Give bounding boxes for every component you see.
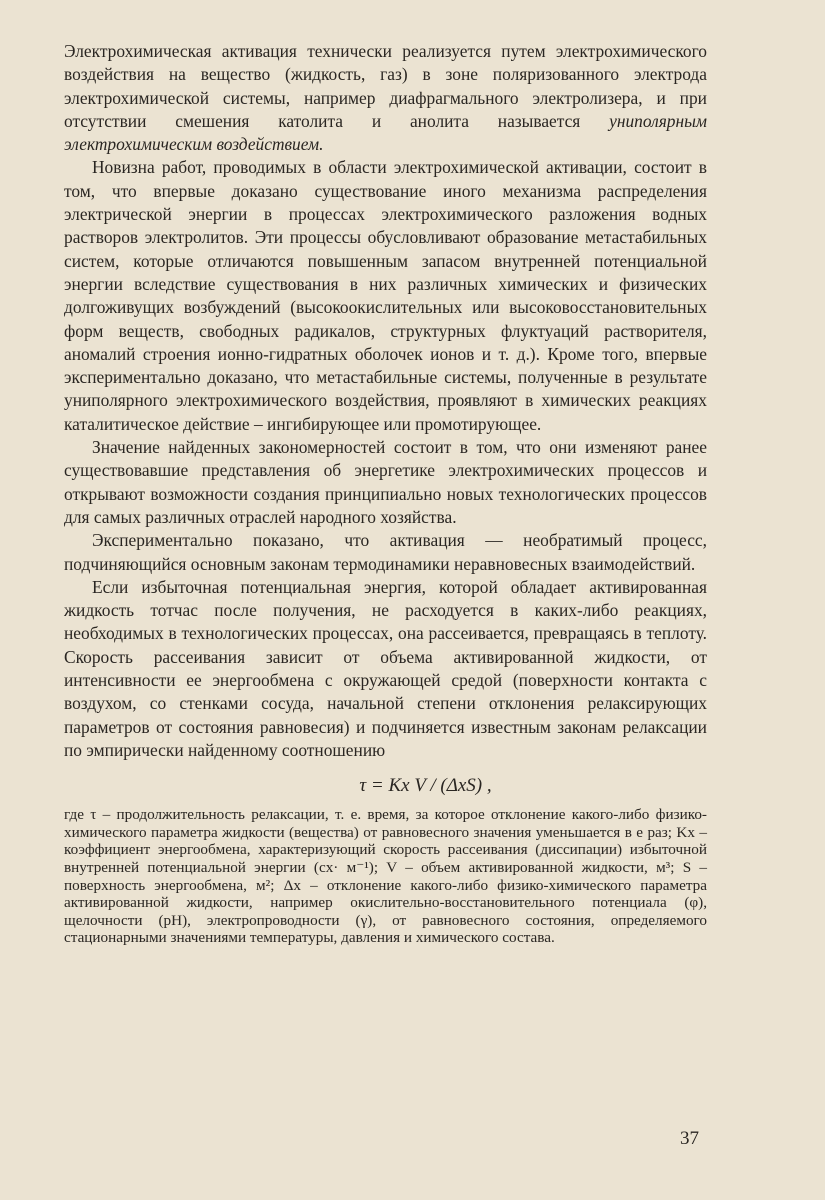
paragraph-2: Новизна работ, проводимых в области электрохимической активации, состоит в том, что впервые доказано существование иного механизма распределения электрической энергии в процессах электрохимического разложения водных растворов электролитов. Эти процессы обусловливают образование метастабильных систем, которые отличаются повышенным запасом внутренней потенциальной энергии вследствие существования в них различных химических и физических долгоживущих возбуждений (высокоокислительных или высоковосстановительных форм веществ, свободных радикалов, структурных флуктуаций растворителя, аномалий строения ионно-гидратных оболочек ионов и т. д.). Кроме того, впервые экспериментально доказано, что метастабильные системы, полученные в результате униполярного электрохимического воздействия, проявляют в химических реакциях каталитическое действие – ингибирующее или промотирующее. — [64, 157, 707, 434]
relaxation-formula: τ = Kx V / (ΔxS) , — [359, 775, 492, 797]
paragraph-1-text: Электрохимическая активация технически реализуется путем электрохимического воздействия на вещество (жидкость, газ) в зоне поляризованного электрода электрохимической системы, например диафрагмального электролизера, и при отсутствии смешения католита и анолита называется — [64, 41, 707, 131]
paragraph-3: Значение найденных закономерностей состоит в том, что они изменяют ранее существовавшие представления об энергетике электрохимических процессов и открывают возможности создания принципиально новых технологических процессов для самых различных отраслей народного хозяйства. — [64, 437, 707, 527]
formula-legend: где τ – продолжительность релаксации, т. е. время, за которое отклонение какого-либо физико-химического параметра жидкости (вещества) от равновесного значения уменьшается в e раз; Kx – коэффициент энергообмена, характеризующий скорость рассеивания (диссипации) избыточной внутренней потенциальной энергии (cx· м⁻¹); V – объем активированной жидкости, м³; S – поверхность энергообмена, м²; Δx – отклонение какого-либо физико-химического параметра активированной жидкости, например окислительно-восстановительного потенциала (φ), щелочности (pH), электропроводности (γ), от равновесного состояния, определяемого стационарными значениями температуры, давления и химического состава. — [64, 806, 707, 947]
page-number: 37 — [680, 1128, 699, 1149]
paragraph-5: Если избыточная потенциальная энергия, которой обладает активированная жидкость тотчас после получения, не расходуется в каких-либо реакциях, необходимых в технологических процессах, она рассеивается, превращаясь в теплоту. Скорость рассеивания зависит от объема активированной жидкости, от интенсивности ее энергообмена с окружающей средой (поверхности контакта с воздухом, со стенками сосуда, начальной степени отклонения релаксирующих параметров от состояния равновесия) и подчиняется известным законам релаксации по эмпирически найденному соотношению — [64, 576, 707, 760]
paragraph-1-emphasis: униполярным электрохимическим воздействием. — [64, 110, 707, 155]
paragraph-1 — [64, 40, 707, 156]
paragraph-4: Экспериментально показано, что активация — необратимый процесс, подчиняющийся основным законам термодинамики неравновесных взаимодействий. — [64, 530, 707, 574]
